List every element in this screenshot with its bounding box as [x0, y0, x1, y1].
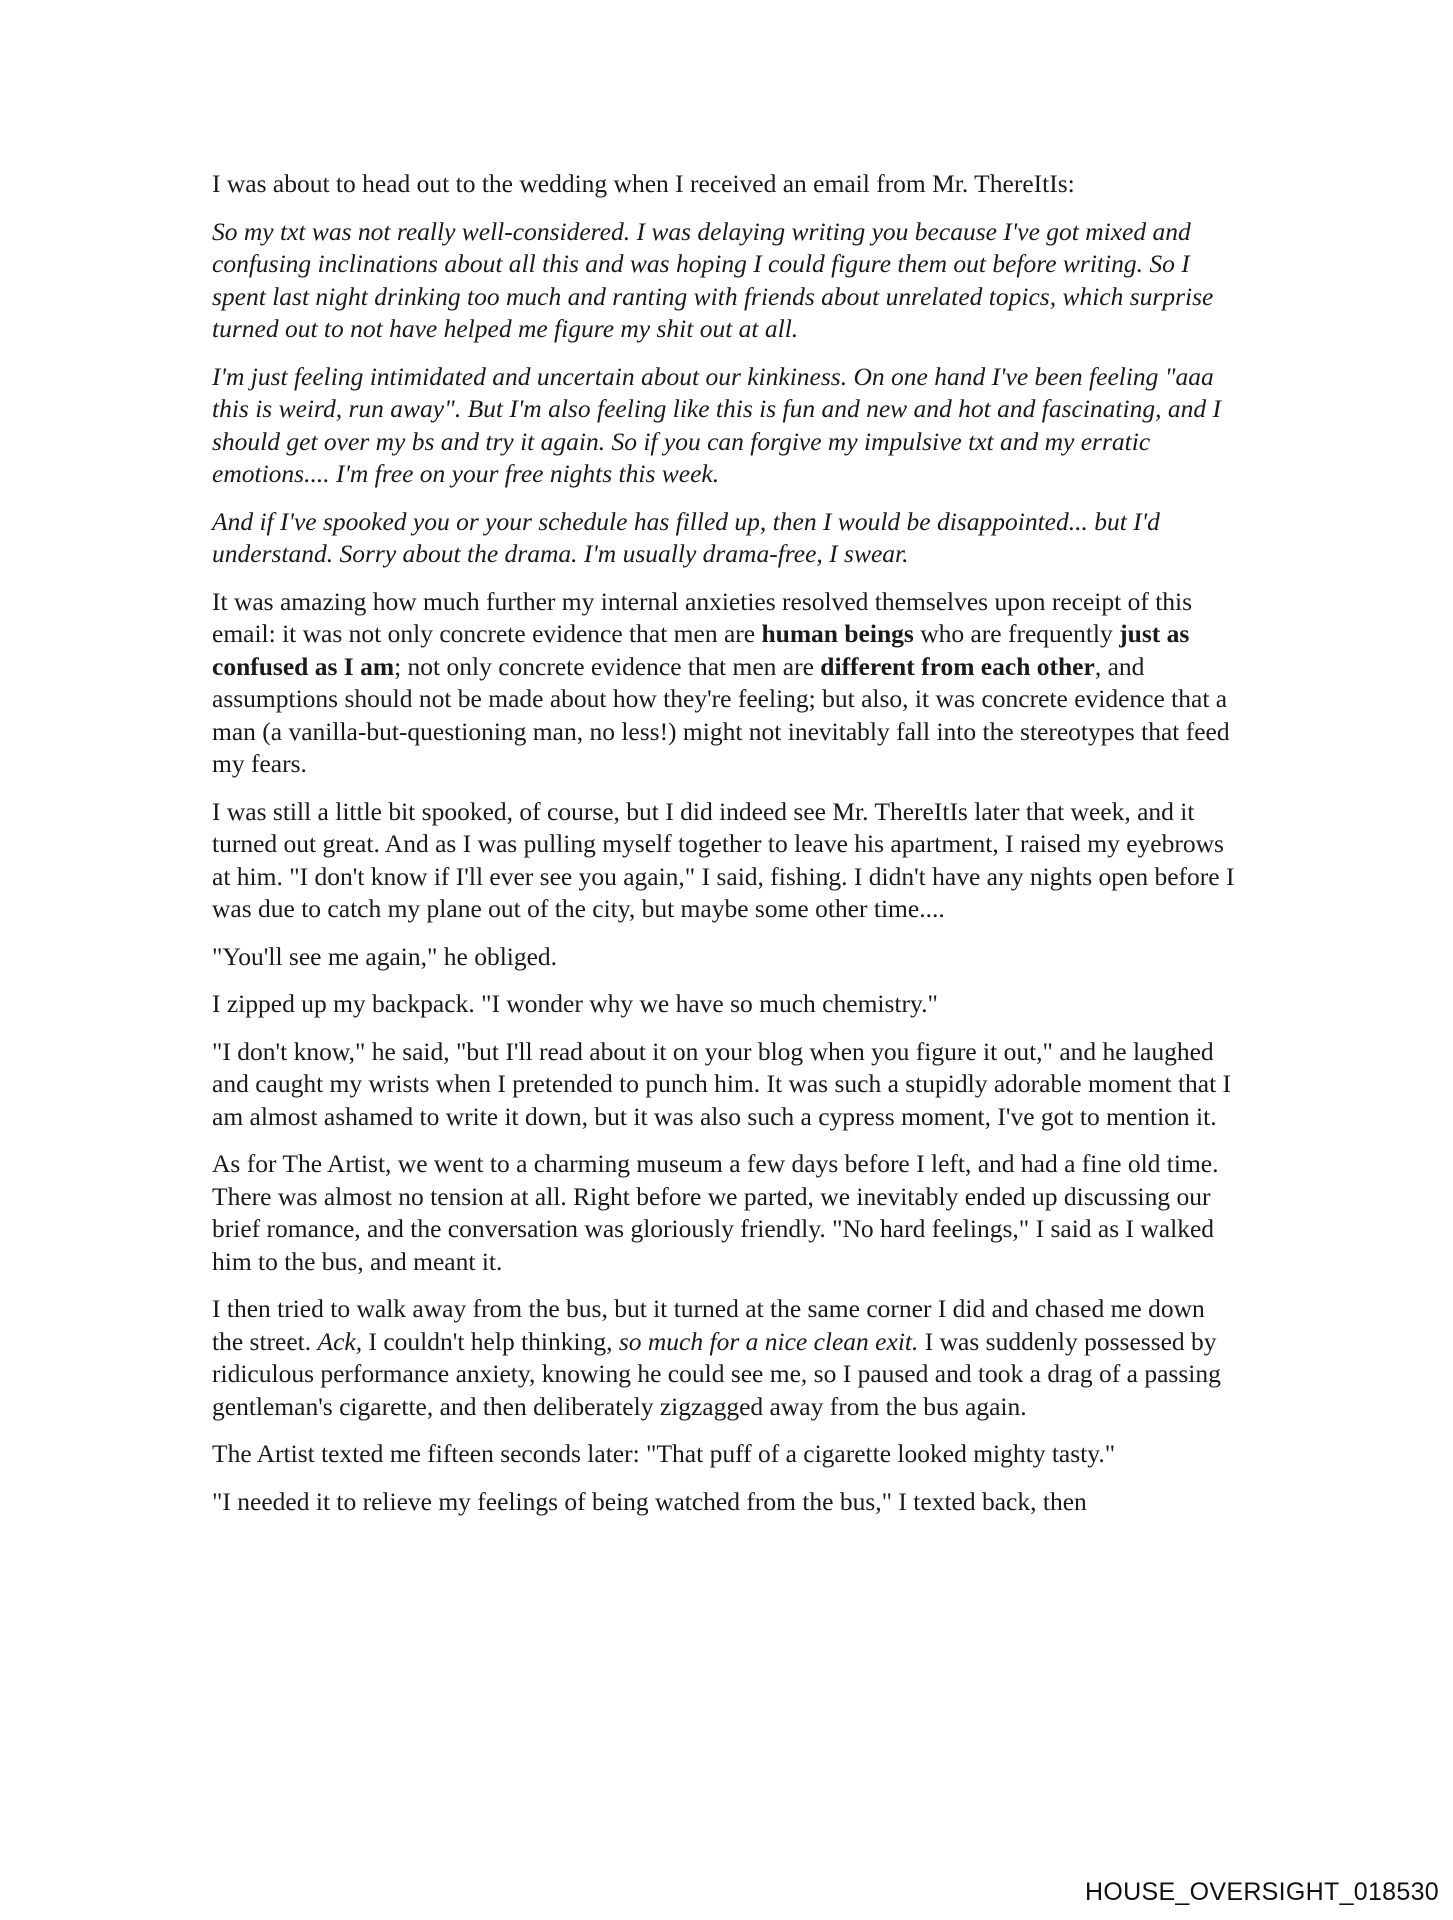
paragraph-run: As for The Artist, we went to a charming museum a few days before I left, and had a fine old time. There was almost no tension at all. Right before we parted, we inevitably ended up discussing our brief romance, and the conversation was gloriously friendly. "No hard feelings," I said as I walked him to the bus, and meant it. [212, 1149, 1219, 1276]
paragraph-run: It was amazing how much further my internal anxieties resolved themselves upon receipt of this email: it was not only concrete evidence that men are [212, 586, 1193, 648]
italic-phrase: so much for a nice clean exit. [618, 1326, 919, 1356]
paragraph-run: I was suddenly possessed by ridiculous performance anxiety, knowing he could see me, so I paused and took a drag of a passing gentleman's cigarette, and then deliberately zigzagged away from the bus again. [212, 1326, 1221, 1421]
paragraph-bus [212, 1293, 1242, 1423]
paragraph-text-1 [212, 1438, 1242, 1471]
email-paragraph-3 [212, 506, 1242, 571]
paragraph-run: I zipped up my backpack. "I wonder why we have so much chemistry." [212, 989, 938, 1018]
email-paragraph-2 [212, 361, 1242, 491]
paragraph-run: I couldn't help thinking, [362, 1326, 619, 1356]
paragraph-run: I then tried to walk away from the bus, but it turned at the same corner I did and chased me down the street. [212, 1294, 1205, 1356]
paragraph-intro [212, 168, 1242, 201]
bold-phrase: human beings [761, 619, 914, 648]
paragraph-text-2 [212, 1486, 1242, 1519]
paragraph-spooked [212, 796, 1242, 926]
document-body [212, 168, 1242, 1533]
paragraph-run: "I don't know," he said, "but I'll read about it on your blog when you figure it out," and he laughed and caught my wrists when I pretended to punch him. It was such a stupidly adorable moment that I am almost ashamed to write it down, but it was also such a cypress moment, I've got to mention it. [212, 1036, 1232, 1131]
paragraph-reflection [212, 586, 1242, 781]
paragraph-run: I was still a little bit spooked, of course, but I did indeed see Mr. ThereItIs later that week, and it turned out great. And as I was pulling myself together to leave his apartment, I raised my eyebrows at him. "I don't know if I'll ever see you again," I said, fishing. I didn't have any nights open before I was due to catch my plane out of the city, but maybe some other time.... [212, 796, 1235, 923]
paragraph-run: The Artist texted me fifteen seconds later: "That puff of a cigarette looked mighty tasty." [212, 1439, 1116, 1468]
paragraph-run: So my txt was not really well-considered. I was delaying writing you because I've got mixed and confusing inclinations about all this and was hoping I could figure them out before writing. So I spent last night drinking too much and ranting with friends about unrelated topics, which surprise turned out to not have helped me figure my shit out at all. [212, 216, 1214, 343]
paragraph-run: "I needed it to relieve my feelings of being watched from the bus," I texted back, then [212, 1486, 1087, 1516]
email-paragraph-1 [212, 216, 1242, 346]
paragraph-see-again [212, 941, 1242, 974]
paragraph-run: "You'll see me again," he obliged. [212, 941, 558, 971]
italic-phrase: Ack, [317, 1326, 363, 1356]
bates-number: HOUSE_OVERSIGHT_018530 [1085, 1878, 1439, 1906]
paragraph-run: ; not only concrete evidence that men are [394, 651, 821, 681]
paragraph-artist [212, 1148, 1242, 1278]
paragraph-run: , and assumptions should not be made about how they're feeling; but also, it was concrete evidence that a man (a vanilla-but-questioning man, no less!) might not inevitably fall into the stereotypes that feed my fears. [212, 651, 1230, 778]
paragraph-backpack [212, 988, 1242, 1021]
paragraph-run: who are frequently [913, 619, 1120, 648]
bold-phrase: different from each other [820, 651, 1095, 681]
paragraph-run: And if I've spooked you or your schedule has filled up, then I would be disappointed... but I'd understand. Sorry about the drama. I'm usually drama-free, I swear. [212, 506, 1160, 568]
paragraph-run: I was about to head out to the wedding when I received an email from Mr. ThereItIs: [212, 169, 1075, 198]
paragraph-run: I'm just feeling intimidated and uncertain about our kinkiness. On one hand I've been feeling "aaa this is weird, run away". But I'm also feeling like this is fun and new and hot and fascinating, and I should get over my bs and try it again. So if you can forgive my impulsive txt and my erratic emotions.... I'm free on your free nights this week. [212, 361, 1221, 488]
bold-phrase: just as confused as I am [212, 619, 1190, 681]
paragraph-blog [212, 1036, 1242, 1134]
